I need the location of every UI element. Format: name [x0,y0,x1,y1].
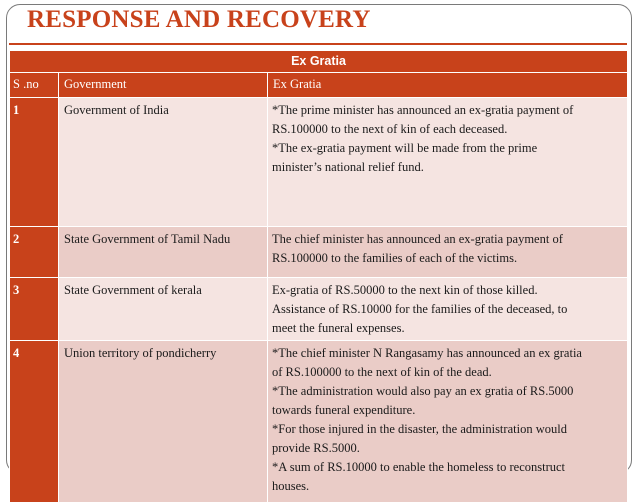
ex-gratia-line: *The administration would also pay an ex gratia of RS.5000 [272,384,574,398]
table-header-row [10,73,628,98]
ex-gratia-line: of RS.100000 to the next of kin of the dead. [272,365,492,379]
row-sno: 4 [10,341,59,503]
header-ex-gratia: Ex Gratia [268,73,628,98]
row-ex-gratia [268,341,628,503]
ex-gratia-line: Assistance of RS.10000 for the families of the deceased, to [272,302,568,316]
table-row [10,98,628,227]
ex-gratia-line: meet the funeral expenses. [272,321,405,335]
table-row [10,227,628,278]
ex-gratia-line: *The prime minister has announced an ex-gratia payment of [272,103,574,117]
ex-gratia-line: RS.100000 to the families of each of the victims. [272,251,518,265]
header-government: Government [59,73,268,98]
row-sno: 3 [10,278,59,341]
ex-gratia-line: The chief minister has announced an ex-gratia payment of [272,232,563,246]
ex-gratia-line: *A sum of RS.10000 to enable the homeless to reconstruct [272,460,566,474]
row-ex-gratia [268,227,628,278]
header-sno: S .no [10,73,59,98]
title-divider [9,43,627,45]
ex-gratia-line: Ex-gratia of RS.50000 to the next kin of those killed. [272,283,538,297]
row-sno: 1 [10,98,59,227]
table-caption: Ex Gratia [10,51,628,73]
row-government: Government of India [59,98,268,227]
table-row [10,341,628,503]
row-government: State Government of kerala [59,278,268,341]
ex-gratia-line: provide RS.5000. [272,441,360,455]
row-ex-gratia [268,278,628,341]
ex-gratia-table [9,50,628,503]
ex-gratia-line: *The chief minister N Rangasamy has announced an ex gratia [272,346,582,360]
table-row [10,278,628,341]
ex-gratia-line: *For those injured in the disaster, the administration would [272,422,567,436]
ex-gratia-line: towards funeral expenditure. [272,403,416,417]
row-sno: 2 [10,227,59,278]
ex-gratia-line: RS.100000 to the next of kin of each deceased. [272,122,508,136]
row-government: State Government of Tamil Nadu [59,227,268,278]
ex-gratia-line: minister’s national relief fund. [272,160,424,174]
ex-gratia-line: *The ex-gratia payment will be made from the prime [272,141,538,155]
slide-title: RESPONSE AND RECOVERY [27,6,371,33]
row-ex-gratia [268,98,628,227]
ex-gratia-line: houses. [272,479,310,493]
row-government: Union territory of pondicherry [59,341,268,503]
